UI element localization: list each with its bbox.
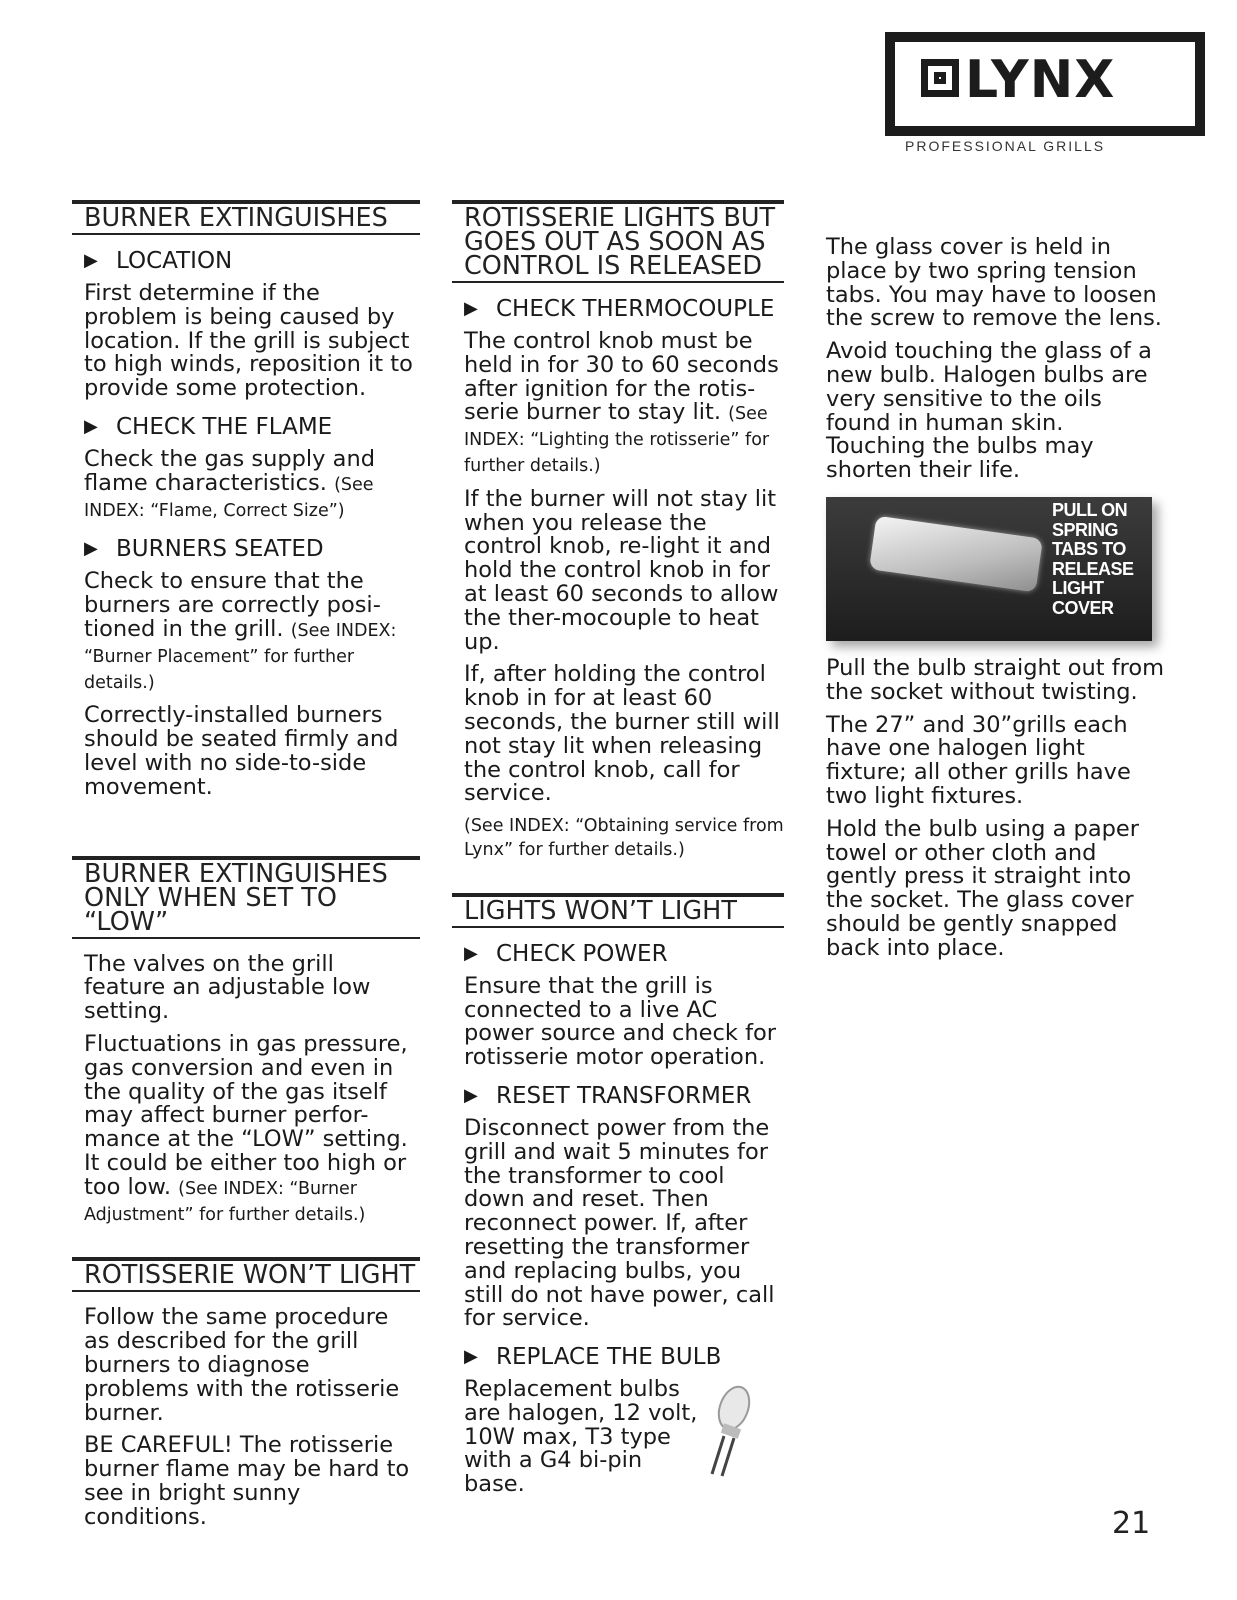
- index-note: (See INDEX: “Burner Placement” for further details.): [84, 620, 397, 693]
- page-number: 21: [1112, 1506, 1151, 1541]
- index-note: (See INDEX: “Obtaining service from Lynx” for further details.): [464, 816, 784, 860]
- section-title: ROTISSERIE LIGHTS BUT GOES OUT AS SOON AS CONTROL IS RELEASED: [452, 200, 784, 283]
- bullet-heading: ▶ RESET TRANSFORMER: [464, 1082, 752, 1109]
- paragraph: Hold the bulb using a paper towel or other cloth and gently press it straight into the socket. The glass cover should be gently snapped back into place.: [826, 815, 1139, 961]
- paragraph: The control knob must be held in for 30 to 60 seconds after ignition for the rotis-serie burner to stay lit. (See INDEX: “Lighting the rotisserie” for further details.): [464, 328, 779, 476]
- paragraph: If, after holding the control knob in for at least 60 seconds, the burner still will not stay lit when releasing the control knob, call for service.: [464, 661, 780, 807]
- section-title: ROTISSERIE WON’T LIGHT: [72, 1257, 420, 1292]
- section-title: LIGHTS WON’T LIGHT: [452, 893, 784, 928]
- lynx-logo: [885, 32, 1205, 136]
- triangle-bullet-icon: ▶: [464, 1346, 478, 1368]
- paragraph: If the burner will not stay lit when you release the control knob, re-light it and hold the control knob in for at least 60 seconds to allow the ther-mocouple to heat up.: [464, 485, 779, 655]
- triangle-bullet-icon: ▶: [84, 250, 98, 271]
- triangle-bullet-icon: ▶: [84, 415, 98, 437]
- paragraph: Replacement bulbs are halogen, 12 volt, 10W max, T3 type with a G4 bi-pin base.: [464, 1376, 698, 1498]
- paragraph: Fluctuations in gas pressure, gas conversion and even in the quality of the gas itself may affect burner perfor-mance at the “LOW” setting. It could be either too high or too low. (See INDEX: “Burner Adjustment” for further details.): [84, 1030, 408, 1225]
- index-note: (See INDEX: “Burner Adjustment” for further details.): [84, 1178, 366, 1225]
- paragraph: BE CAREFUL! The rotisserie burner flame may be hard to see in bright sunny conditions.: [84, 1432, 410, 1530]
- paragraph: The glass cover is held in place by two spring tension tabs. You may have to loosen the screw to remove the lens.: [826, 234, 1162, 332]
- triangle-bullet-icon: ▶: [464, 298, 478, 319]
- paragraph: Ensure that the grill is connected to a live AC power source and check for rotisserie motor operation.: [464, 972, 777, 1071]
- lynx-mark-icon: [921, 59, 959, 97]
- logo-text: LYNX: [965, 50, 1116, 110]
- column-1: [72, 200, 420, 1529]
- paragraph: Pull the bulb straight out from the socket without twisting.: [826, 654, 1165, 705]
- paragraph: Check to ensure that the burners are correctly posi-tioned in the grill. (See INDEX: “Burner Placement” for further details.): [84, 568, 397, 693]
- bullet-heading: ▶ BURNERS SEATED: [84, 536, 324, 563]
- bullet-heading: ▶ CHECK THE FLAME: [84, 413, 333, 440]
- halogen-bulb-icon: [690, 1378, 770, 1478]
- bullet-heading: ▶ LOCATION: [84, 248, 233, 274]
- section-title: BURNER EXTINGUISHES: [72, 200, 420, 235]
- bullet-heading: ▶ CHECK THERMOCOUPLE: [464, 296, 775, 322]
- glass-lens-icon: [869, 516, 1043, 593]
- index-note: (See INDEX: “Lighting the rotisserie” for further details.): [464, 404, 770, 476]
- column-3: [826, 236, 1166, 961]
- photo-caption: PULL ON SPRING TABS TO RELEASE LIGHT COVER: [1052, 499, 1134, 618]
- triangle-bullet-icon: ▶: [464, 1084, 478, 1106]
- column-2: [452, 200, 784, 1497]
- index-note: (See INDEX: “Flame, Correct Size”): [84, 474, 374, 521]
- paragraph: Avoid touching the glass of a new bulb. Halogen bulbs are very sensitive to the oils found in human skin. Touching the bulbs may shorten their life.: [826, 338, 1152, 484]
- paragraph: The 27” and 30”grills each have one halogen light fixture; all other grills have two light fixtures.: [826, 711, 1131, 809]
- paragraph: Disconnect power from the grill and wait 5 minutes for the transformer to cool down and reset. Then reconnect power. If, after resetting the transformer and replacing bulbs, you still do not have power, call for service.: [464, 1114, 775, 1332]
- bullet-heading: ▶ CHECK POWER: [464, 940, 668, 967]
- paragraph: Correctly-installed burners should be seated firmly and level with no side-to-side movement.: [84, 702, 399, 800]
- triangle-bullet-icon: ▶: [84, 538, 98, 560]
- triangle-bullet-icon: ▶: [464, 942, 478, 964]
- light-cover-photo: [826, 497, 1152, 641]
- brand-tagline: PROFESSIONAL GRILLS: [905, 138, 1106, 154]
- paragraph: Follow the same procedure as described for the grill burners to diagnose problems with the rotisserie burner.: [84, 1304, 400, 1426]
- paragraph: Check the gas supply and flame characteristics. (See INDEX: “Flame, Correct Size”): [84, 445, 375, 521]
- bullet-heading: ▶ REPLACE THE BULB: [464, 1344, 722, 1371]
- paragraph: First determine if the problem is being caused by location. If the grill is subject to high winds, reposition it to provide some protection.: [84, 280, 413, 402]
- paragraph: The valves on the grill feature an adjustable low setting.: [84, 950, 371, 1025]
- section-title: BURNER EXTINGUISHES ONLY WHEN SET TO “LOW”: [72, 856, 420, 939]
